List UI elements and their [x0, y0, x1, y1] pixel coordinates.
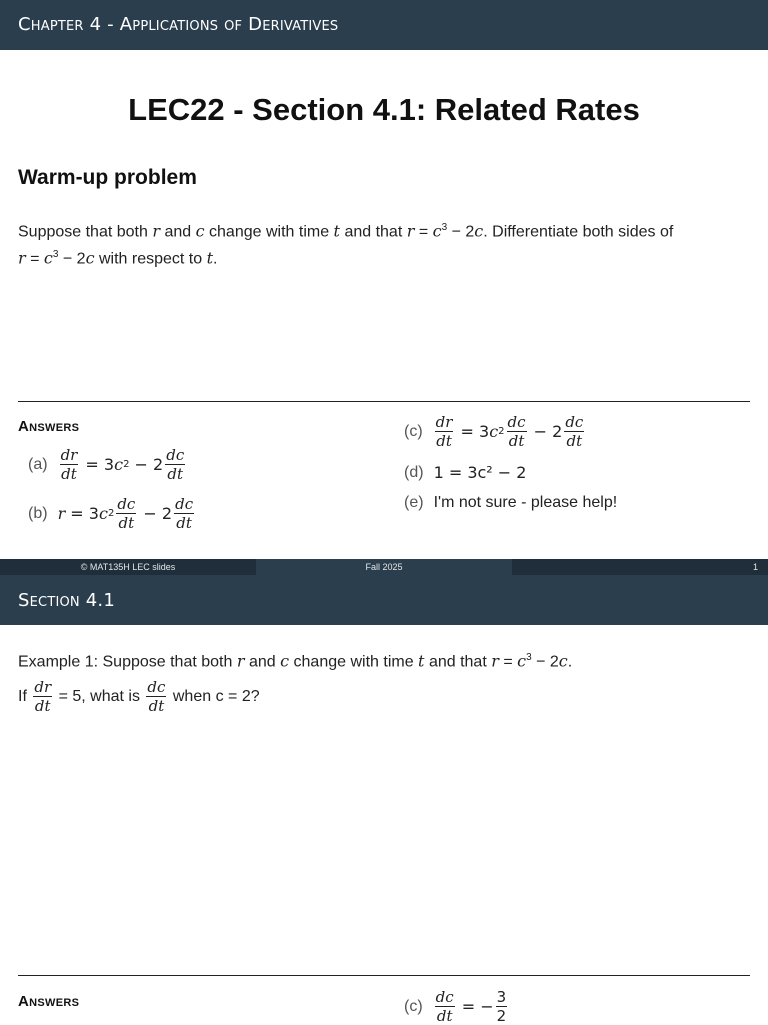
answer-option-a[interactable]: (a) $\frac{dr}{dt}$ = 3 c 2 − 2 $\frac{dc}{dt}$: [28, 446, 187, 483]
divider: [18, 401, 750, 402]
answers-label-2: Answers: [18, 993, 80, 1010]
answer-option-e[interactable]: (e) I'm not sure - please help!: [404, 494, 618, 511]
option-e-text: I'm not sure - please help!: [433, 494, 618, 511]
option-d-formula: 1 = 3c² − 2: [433, 463, 527, 482]
answer-option-b[interactable]: (b) r = 3 c 2 $\frac{dc}{dt}$ − 2 $\frac{dc}{dt}$: [28, 495, 196, 532]
answer-option-c[interactable]: (c) $\frac{dr}{dt}$ = 3 c 2 $\frac{dc}{dt}$ − 2 $\frac{dc}{dt}$: [404, 413, 586, 450]
answer-option-c-2[interactable]: (c) $\frac{dc}{dt}$ = − $\frac{3}{2}$: [404, 988, 509, 1025]
footer-term: Fall 2025: [256, 559, 512, 575]
option-c-formula: $\frac{dr}{dt}$ = 3 c 2 $\frac{dc}{dt}$ − 2 $\frac{dc}{dt}$: [435, 413, 584, 450]
answers-label: Answers: [18, 418, 80, 435]
example-question: If $\frac{dr}{dt}$ = 5, what is $\frac{dc}{dt}$ when c = 2?: [18, 678, 260, 715]
section-header-bar: [0, 575, 768, 625]
example-text: Example 1: Suppose that both r and c change with time t and that $r = c^3 - 2c$.: [18, 651, 573, 671]
option-a-formula: $\frac{dr}{dt}$ = 3 c 2 − 2 $\frac{dc}{dt}$: [60, 446, 185, 483]
slide-footer: [0, 559, 768, 575]
lecture-title: LEC22 - Section 4.1: Related Rates: [128, 92, 640, 127]
warmup-problem-text: Suppose that both r and c change with time t and that $r = c^3 - 2c$. Differentiate both sides of $r = c^3 - 2c$ with respect to t.: [18, 221, 674, 268]
option-c2-formula: $\frac{dc}{dt}$ = − $\frac{3}{2}$: [435, 988, 507, 1025]
footer-page-number: 1: [512, 559, 768, 575]
chapter-title: Chapter 4 - Applications of Derivatives: [18, 14, 339, 35]
answer-option-d[interactable]: (d) 1 = 3c² − 2: [404, 463, 527, 482]
chapter-header-bar: [0, 0, 768, 50]
section-title: Section 4.1: [18, 590, 115, 611]
divider-2: [18, 975, 750, 976]
option-b-formula: r = 3 c 2 $\frac{dc}{dt}$ − 2 $\frac{dc}{dt}$: [57, 495, 194, 532]
section-heading: Warm-up problem: [18, 166, 197, 189]
footer-source: © MAT135H LEC slides: [0, 559, 256, 575]
